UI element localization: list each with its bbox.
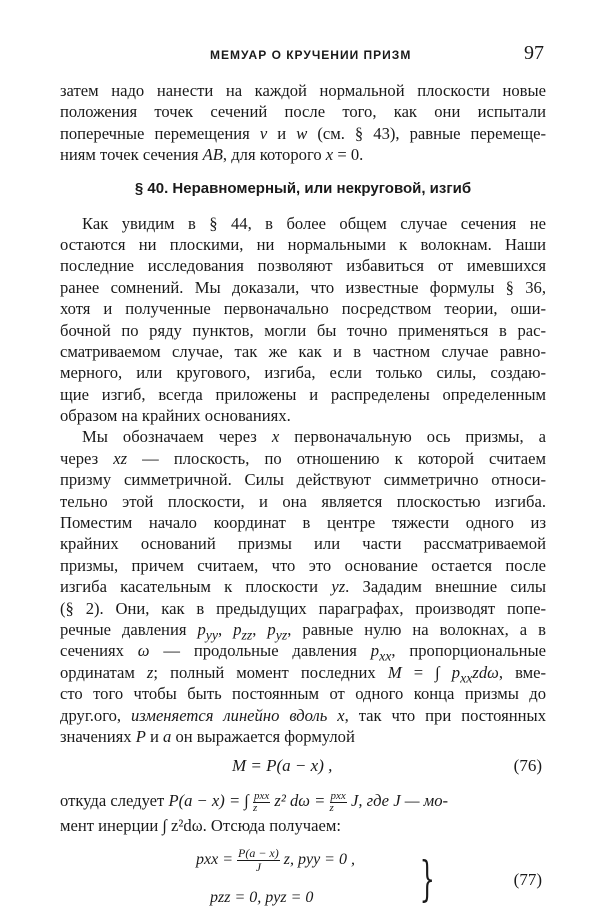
text-line: щие изгиб, всегда приложены и распределены определенным xyxy=(60,384,546,404)
formula-fragment: P(a − x) = ∫ xyxy=(168,791,249,811)
text-line: остаются ни плоскими, ни нормальными к волокнам. Наши xyxy=(60,234,546,254)
text-line: значениях P и a он выражается формулой xyxy=(60,726,355,746)
equation-77-row1: pxx = $\frac{P(a - x)}{J}$ z, pyy = 0 , xyxy=(196,845,355,874)
text-fragment: откуда следует xyxy=(60,791,165,811)
equation-77-number: (77) xyxy=(513,869,542,889)
equation-76-number: (76) xyxy=(513,756,542,776)
text-line: поперечные перемещения v и w (см. § 43), равные перемеще- xyxy=(60,123,546,143)
text-line: сматриваемом случае, так же как и в частном случае равно- xyxy=(60,341,546,361)
fraction-pxx-z-2: $\frac{\text{pxx}}{z}$ xyxy=(329,790,346,815)
text-line: ранее сомнений. Мы доказали, что известные формулы § 36, xyxy=(60,277,546,297)
formula-fragment: J, где J — мо- xyxy=(350,791,449,811)
page-header xyxy=(60,36,544,66)
text-line: ниям точек сечения AB, для которого x = 0. xyxy=(60,145,364,165)
text-line: тельно этой плоскости, и она является плоскостью изгиба. xyxy=(60,491,546,511)
section-heading: § 40. Неравномерный, или некруговой, изгиб xyxy=(134,179,472,197)
text-line: образом на крайних основаниях. xyxy=(60,406,291,426)
fraction-pxx-z: $\frac{\text{pxx}}{z}$ xyxy=(253,790,270,815)
text-line: крайних оснований призмы или части рассматриваемой xyxy=(60,534,546,554)
page-number: 97 xyxy=(524,42,544,64)
text-line: положения точек сечений после того, как они испытали xyxy=(60,102,546,122)
paragraph-1 xyxy=(60,213,546,427)
text-line: призму симметричной. Силы действуют симметрично относи- xyxy=(60,470,546,490)
text-line: Как увидим в § 44, в более общем случае сечения не xyxy=(82,213,546,233)
line-after-76 xyxy=(60,787,546,815)
text-line: затем надо нанести на каждой нормальной плоскости новые xyxy=(60,81,546,100)
text-line: друг.ого, изменяется линейно вдоль x, так что при постоянных xyxy=(60,705,546,725)
text-line: ординатам z; полный момент последних M = ∫ $p_{xx}zd\omega$, вме- xyxy=(60,662,547,686)
text-body xyxy=(60,80,546,917)
running-title: МЕМУАР О КРУЧЕНИИ ПРИЗМ xyxy=(210,48,412,62)
text-line: Поместим начало координат в центре тяжести одного из xyxy=(60,513,546,533)
right-brace: } xyxy=(419,850,435,907)
text-line: мерного, или кругового, изгиба, если только силы, создаю- xyxy=(60,363,546,383)
equation-76-formula: M = P(a − x) , xyxy=(232,756,333,776)
text-line: бочной по ряду пунктов, могли бы точно применяться в рас- xyxy=(60,320,546,340)
text-line: Мы обозначаем через x первоначальную ось призмы, а xyxy=(82,427,546,447)
text-line: изгиба касательным к плоскости yz. Зададим внешние силы xyxy=(60,577,547,597)
fraction-pa-x-j: $\frac{P(a - x)}{J}$ xyxy=(238,845,279,874)
text-line: сто того чтобы быть постоянным от одного конца призмы до xyxy=(60,684,546,704)
text-line: (§ 2). Они, как в предыдущих параграфах, производят попе- xyxy=(60,598,546,618)
paragraph-2 xyxy=(60,426,546,747)
text-line: хотя и полученные первоначально посредством теории, оши- xyxy=(60,299,546,319)
text-line: через xz — плоскость, по отношению к которой считаем xyxy=(60,448,546,468)
text-line: сечениях ω — продольные давления $p_{xx}$, пропорциональные xyxy=(60,641,546,664)
text-line: речные давления $p_{yy}$, $p_{zz}$, $p_{yz}$, равные нулю на волокнах, а в xyxy=(60,619,547,643)
equation-77-row2: pzz = 0, pyz = 0 xyxy=(210,888,314,906)
text-line: последние исследования позволяют избавиться от имевшихся xyxy=(60,256,546,276)
equation-77 xyxy=(60,845,546,917)
paragraph-continuation xyxy=(60,80,546,166)
text-line: призмы, причем считаем, что это основание остается после xyxy=(60,555,546,575)
equation-76 xyxy=(60,747,546,787)
line-inertia: мент инерции ∫ z²dω. Отсюда получаем: xyxy=(60,816,341,836)
formula-fragment: z² dω = xyxy=(274,791,326,811)
